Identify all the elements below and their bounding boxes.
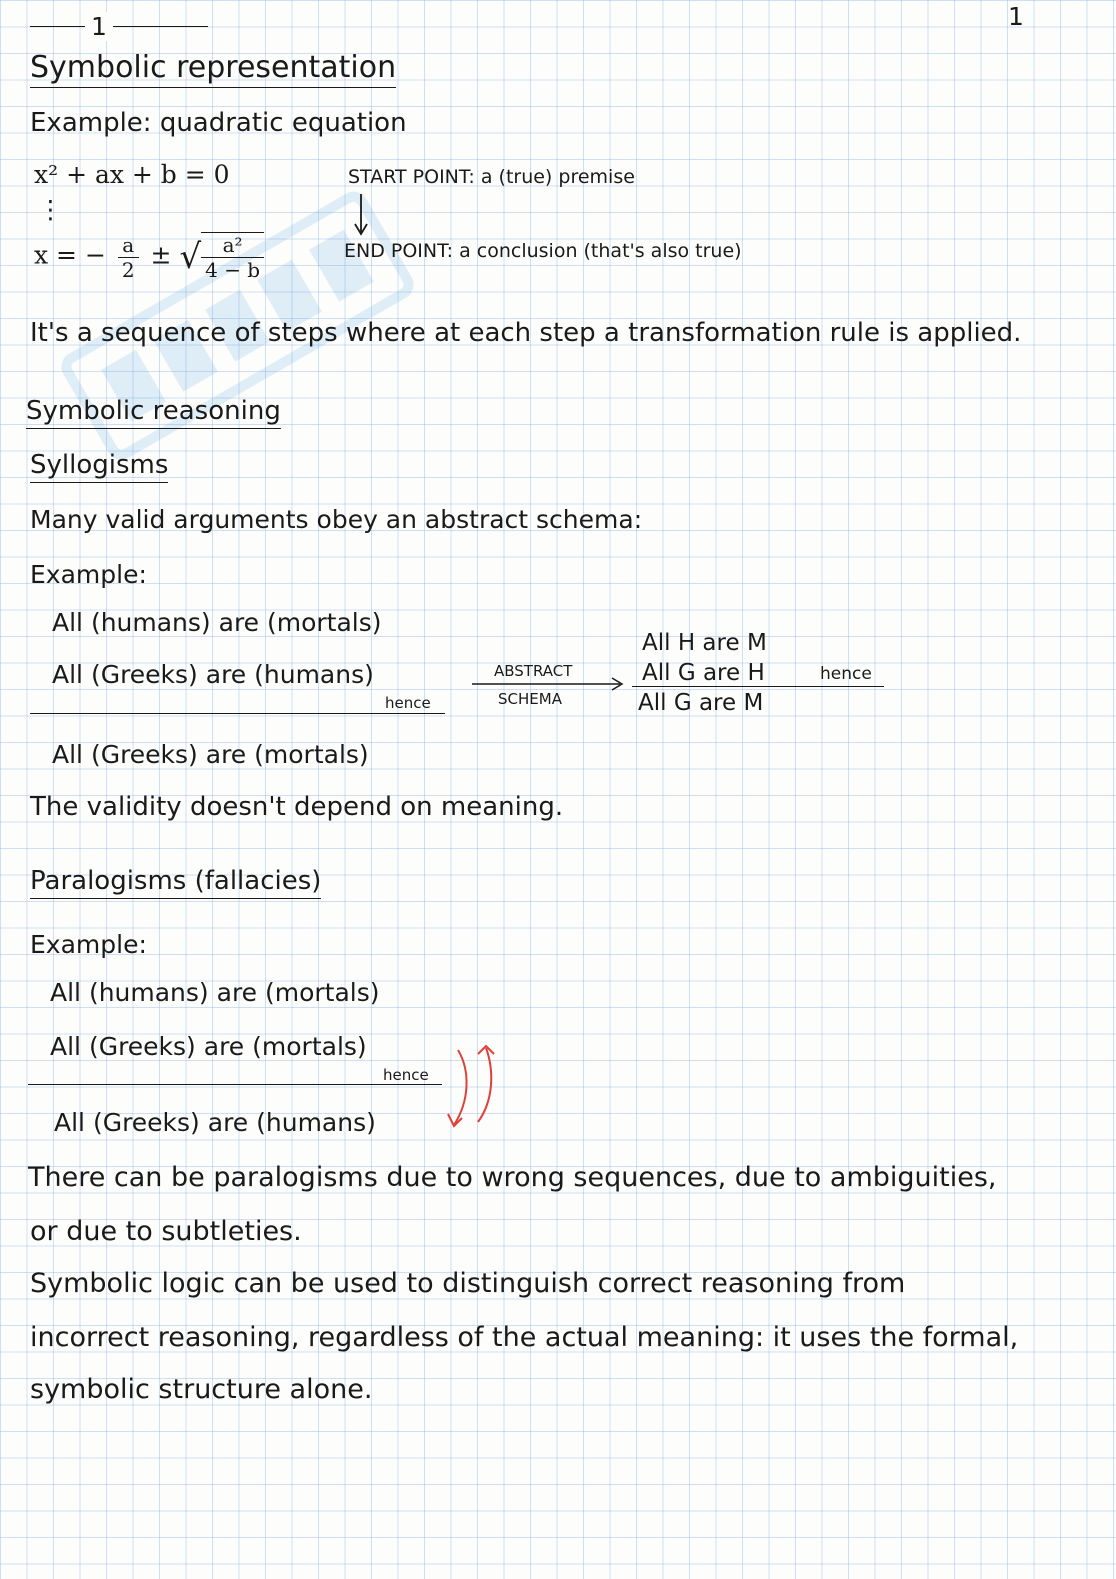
plus-minus: ± bbox=[150, 240, 172, 270]
end-point-label: END POINT: a conclusion (that's also true) bbox=[344, 240, 742, 262]
sequence-sentence: It's a sequence of steps where at each step a transformation rule is applied. bbox=[30, 318, 1022, 348]
syllogism-conclusion: All (Greeks) are (mortals) bbox=[52, 740, 369, 769]
schema-premise-1: All H are M bbox=[642, 630, 767, 656]
section-title-symbolic-representation: Symbolic representation bbox=[30, 50, 396, 88]
sqrt-icon: √ bbox=[179, 237, 202, 277]
section-title-symbolic-reasoning: Symbolic reasoning bbox=[26, 396, 281, 429]
schema-premise-2: All G are H bbox=[642, 660, 765, 686]
fraction-numerator: a bbox=[118, 233, 139, 258]
symbolic-logic-line-2: incorrect reasoning, regardless of the actual meaning: it uses the formal, bbox=[30, 1322, 1019, 1353]
example-quadratic-label: Example: quadratic equation bbox=[30, 108, 407, 138]
symbolic-logic-line-1: Symbolic logic can be used to distinguish correct reasoning from bbox=[30, 1268, 906, 1299]
schema-hence: hence bbox=[820, 664, 872, 684]
abstract-schema-intro: Many valid arguments obey an abstract schema: bbox=[30, 505, 643, 534]
syllogism-premise-2: All (Greeks) are (humans) bbox=[52, 660, 374, 689]
symbolic-logic-line-3: symbolic structure alone. bbox=[30, 1374, 373, 1405]
paralogism-premise-1: All (humans) are (mortals) bbox=[50, 978, 380, 1007]
fraction-denominator: 2 bbox=[121, 257, 135, 282]
down-arrow-icon bbox=[352, 192, 370, 238]
validity-sentence: The validity doesn't depend on meaning. bbox=[30, 792, 564, 822]
sqrt-numerator: a² bbox=[201, 233, 264, 258]
equation-solution bbox=[34, 232, 268, 282]
equation-dots: ⋮ bbox=[38, 195, 63, 224]
paralogism-example-label: Example: bbox=[30, 930, 147, 959]
sqrt-fraction bbox=[201, 232, 264, 282]
equation-start: x² + ax + b = 0 bbox=[34, 160, 230, 189]
page-number-corner: 1 bbox=[1008, 2, 1024, 31]
syllogism-example-label: Example: bbox=[30, 560, 147, 589]
paralogism-conclusion: All (Greeks) are (humans) bbox=[54, 1108, 376, 1137]
section-title-paralogisms: Paralogisms (fallacies) bbox=[30, 866, 321, 899]
top-rule bbox=[30, 26, 208, 27]
syllogism-rule bbox=[30, 713, 445, 714]
paralogism-causes-line-2: or due to subtleties. bbox=[30, 1216, 302, 1247]
fraction-a-over-2 bbox=[118, 233, 139, 282]
paralogism-causes-line-1: There can be paralogisms due to wrong sequences, due to ambiguities, bbox=[28, 1162, 997, 1193]
paralogism-hence: hence bbox=[383, 1066, 429, 1084]
paralogism-premise-2: All (Greeks) are (mortals) bbox=[50, 1032, 367, 1061]
schema-rule bbox=[632, 686, 884, 687]
syllogism-premise-1: All (humans) are (mortals) bbox=[52, 608, 382, 637]
syllogism-hence: hence bbox=[385, 694, 431, 712]
paralogism-rule bbox=[28, 1084, 442, 1085]
page-number-top: 1 bbox=[85, 12, 113, 41]
abstract-label: ABSTRACT bbox=[494, 662, 573, 680]
start-point-label: START POINT: a (true) premise bbox=[348, 166, 635, 188]
schema-conclusion: All G are M bbox=[638, 690, 764, 716]
cycle-arrows-icon bbox=[440, 1040, 504, 1132]
sqrt-denominator: 4 − b bbox=[205, 258, 261, 282]
solution-lhs: x = − bbox=[34, 240, 106, 270]
subsection-title-syllogisms: Syllogisms bbox=[30, 450, 168, 483]
schema-label: SCHEMA bbox=[498, 690, 562, 708]
